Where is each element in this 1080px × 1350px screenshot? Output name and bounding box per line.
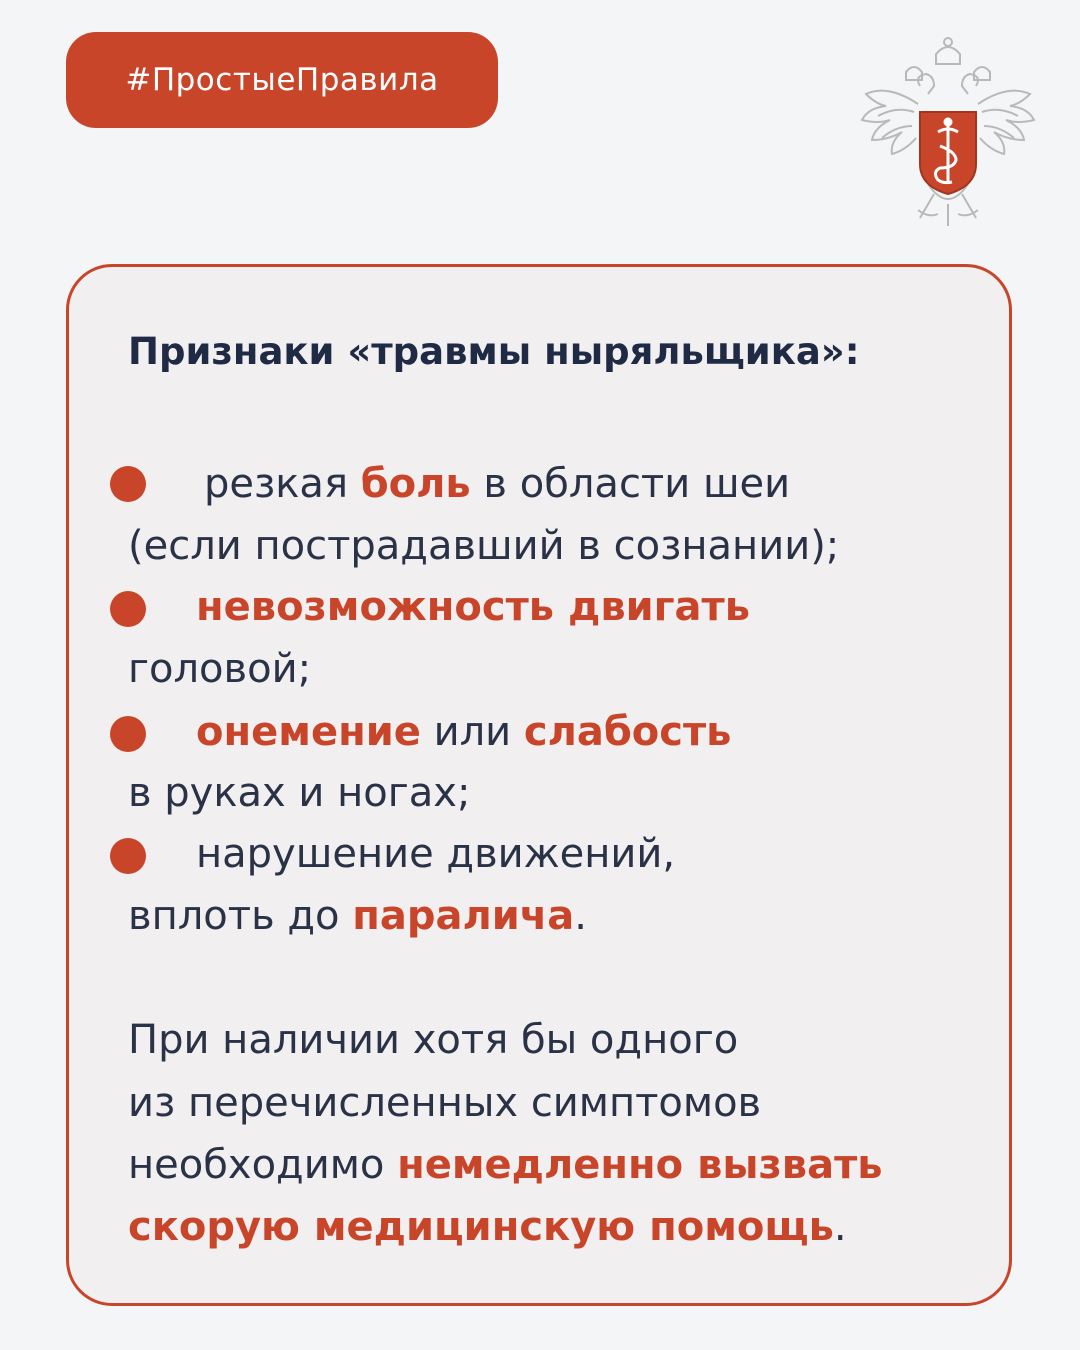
bullet-dot: [110, 838, 146, 874]
bullet-dot: [110, 466, 146, 502]
bullet-3-text: или: [420, 709, 524, 755]
conclusion-line-4: [128, 1204, 847, 1250]
bullet-4-line-1: нарушение движений,: [196, 831, 676, 877]
conclusion-end: .: [833, 1204, 847, 1250]
bullet-3-highlight-b: слабость: [523, 709, 732, 755]
bullet-2-line-2: головой;: [128, 646, 312, 692]
bullet-1-highlight: боль: [360, 461, 471, 507]
conclusion-highlight-b: скорую медицинскую помощь: [128, 1204, 834, 1250]
bullet-4-text: вплоть до: [128, 893, 353, 939]
hashtag-badge: [66, 32, 498, 128]
bullet-2-highlight: невозможность двигать: [196, 584, 751, 630]
conclusion-line-2: из перечисленных симптомов: [128, 1080, 762, 1126]
bullet-1-text-a: резкая: [204, 461, 361, 507]
bullet-2-line-1: [196, 584, 751, 630]
bullet-3-highlight-a: онемение: [196, 709, 421, 755]
conclusion-line-3: [128, 1142, 883, 1188]
bullet-4-end: .: [574, 893, 587, 939]
bullet-dot: [110, 591, 146, 627]
card-title: Признаки «травмы ныряльщика»:: [128, 330, 860, 373]
bullet-3-line-1: [196, 709, 732, 755]
ministry-of-health-emblem-icon: [858, 34, 1038, 234]
bullet-4-line-2: [128, 893, 587, 939]
bullet-3-line-2: в руках и ногах;: [128, 770, 471, 816]
conclusion-text: необходимо: [128, 1142, 398, 1188]
conclusion-line-1: При наличии хотя бы одного: [128, 1017, 739, 1063]
bullet-4-highlight: паралича: [352, 893, 575, 939]
bullet-1-text-b: в области шеи: [470, 461, 791, 507]
bullet-1-line-1: [204, 461, 791, 507]
conclusion-highlight-a: немедленно вызвать: [397, 1142, 883, 1188]
bullet-1-line-2: (если пострадавший в сознании);: [128, 523, 840, 569]
bullet-dot: [110, 716, 146, 752]
hashtag-text: #ПростыеПравила: [125, 62, 439, 98]
